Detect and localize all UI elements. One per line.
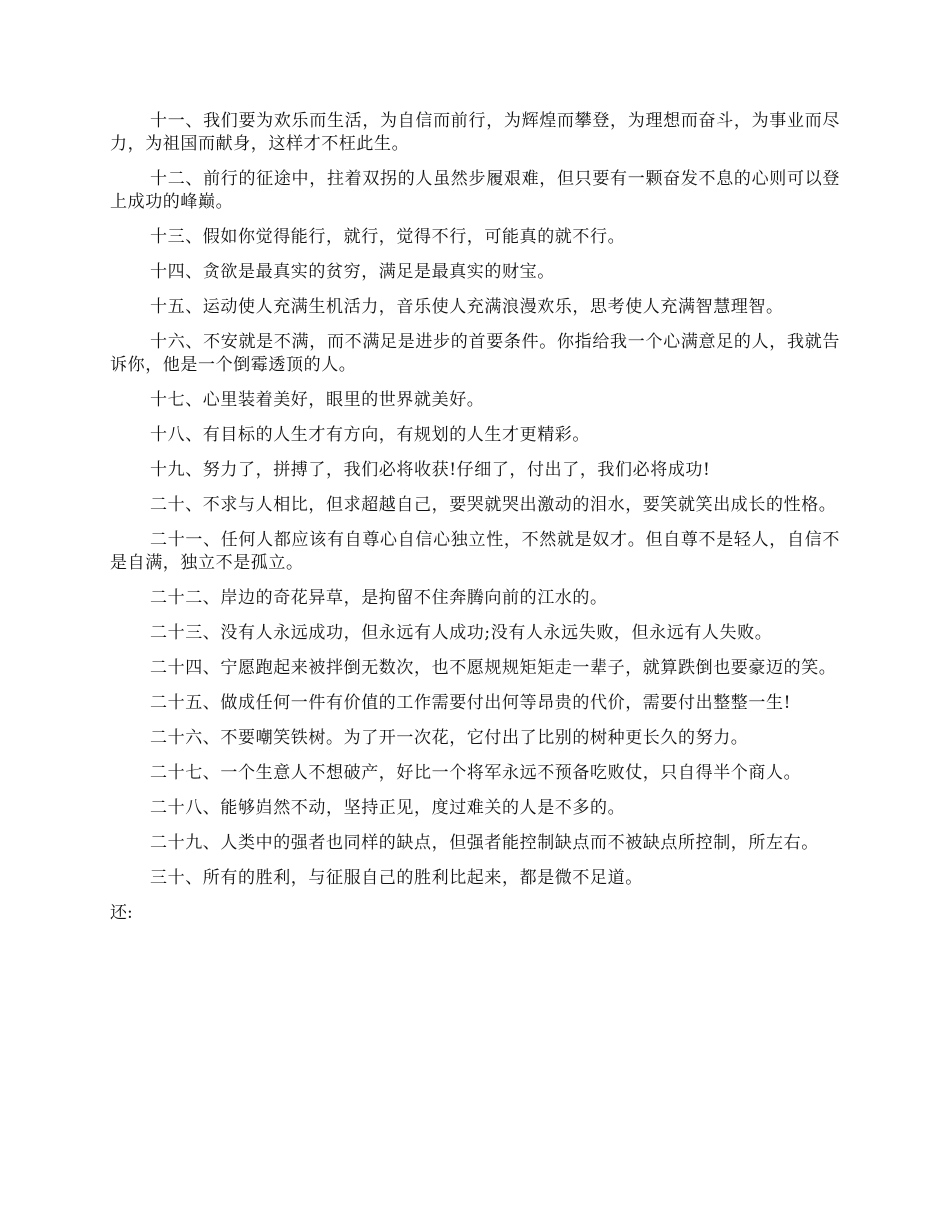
paragraph-19: 十九、努力了，拼搏了，我们必将收获!仔细了，付出了，我们必将成功! — [150, 460, 711, 480]
paragraph-20: 二十、不求与人相比，但求超越自己，要哭就哭出激动的泪水，要笑就笑出成长的性格。 — [150, 495, 837, 515]
paragraph-22: 二十二、岸边的奇花异草，是拘留不住奔腾向前的江水的。 — [150, 588, 608, 608]
paragraph-16: 十六、不安就是不满，而不满足是进步的首要条件。你指给我一个心满意足的人，我就告诉你，他是一个倒霉透顶的人。 — [110, 332, 840, 375]
paragraph-28: 二十八、能够岿然不动，坚持正见，度过难关的人是不多的。 — [150, 798, 626, 818]
paragraph-24: 二十四、宁愿跑起来被拌倒无数次，也不愿规规矩矩走一辈子，就算跌倒也要豪迈的笑。 — [150, 658, 837, 678]
paragraph-30: 三十、所有的胜利，与征服自己的胜利比起来，都是微不足道。 — [150, 868, 643, 888]
paragraph-15: 十五、运动使人充满生机活力，音乐使人充满浪漫欢乐，思考使人充满智慧理智。 — [150, 297, 784, 317]
trailing-text: 还: — [110, 903, 133, 923]
paragraph-23: 二十三、没有人永远成功，但永远有人成功;没有人永远失败，但永远有人失败。 — [150, 623, 773, 643]
paragraph-14: 十四、贪欲是最真实的贫穷，满足是最真实的财宝。 — [150, 262, 555, 282]
paragraph-27: 二十七、一个生意人不想破产，好比一个将军永远不预备吃败仗，只自得半个商人。 — [150, 763, 802, 783]
paragraph-29: 二十九、人类中的强者也同样的缺点，但强者能控制缺点而不被缺点所控制，所左右。 — [150, 833, 819, 853]
paragraph-25: 二十五、做成任何一件有价值的工作需要付出何等昂贵的代价，需要付出整整一生! — [150, 693, 792, 713]
paragraph-17: 十七、心里装着美好，眼里的世界就美好。 — [150, 390, 485, 410]
paragraph-11: 十一、我们要为欢乐而生活，为自信而前行，为辉煌而攀登，为理想而奋斗，为事业而尽力，为祖国而献身，这样才不枉此生。 — [110, 111, 840, 154]
paragraph-18: 十八、有目标的人生才有方向，有规划的人生才更精彩。 — [150, 425, 590, 445]
paragraph-13: 十三、假如你觉得能行，就行，觉得不行，可能真的就不行。 — [150, 227, 626, 247]
document-body — [110, 110, 840, 925]
paragraph-21: 二十一、任何人都应该有自尊心自信心独立性，不然就是奴才。但自尊不是轻人，自信不是自满，独立不是孤立。 — [110, 530, 840, 573]
paragraph-26: 二十六、不要嘲笑铁树。为了开一次花，它付出了比别的树种更长久的努力。 — [150, 728, 749, 748]
paragraph-12: 十二、前行的征途中，拄着双拐的人虽然步履艰难，但只要有一颗奋发不息的心则可以登上成功的峰巅。 — [110, 169, 840, 212]
